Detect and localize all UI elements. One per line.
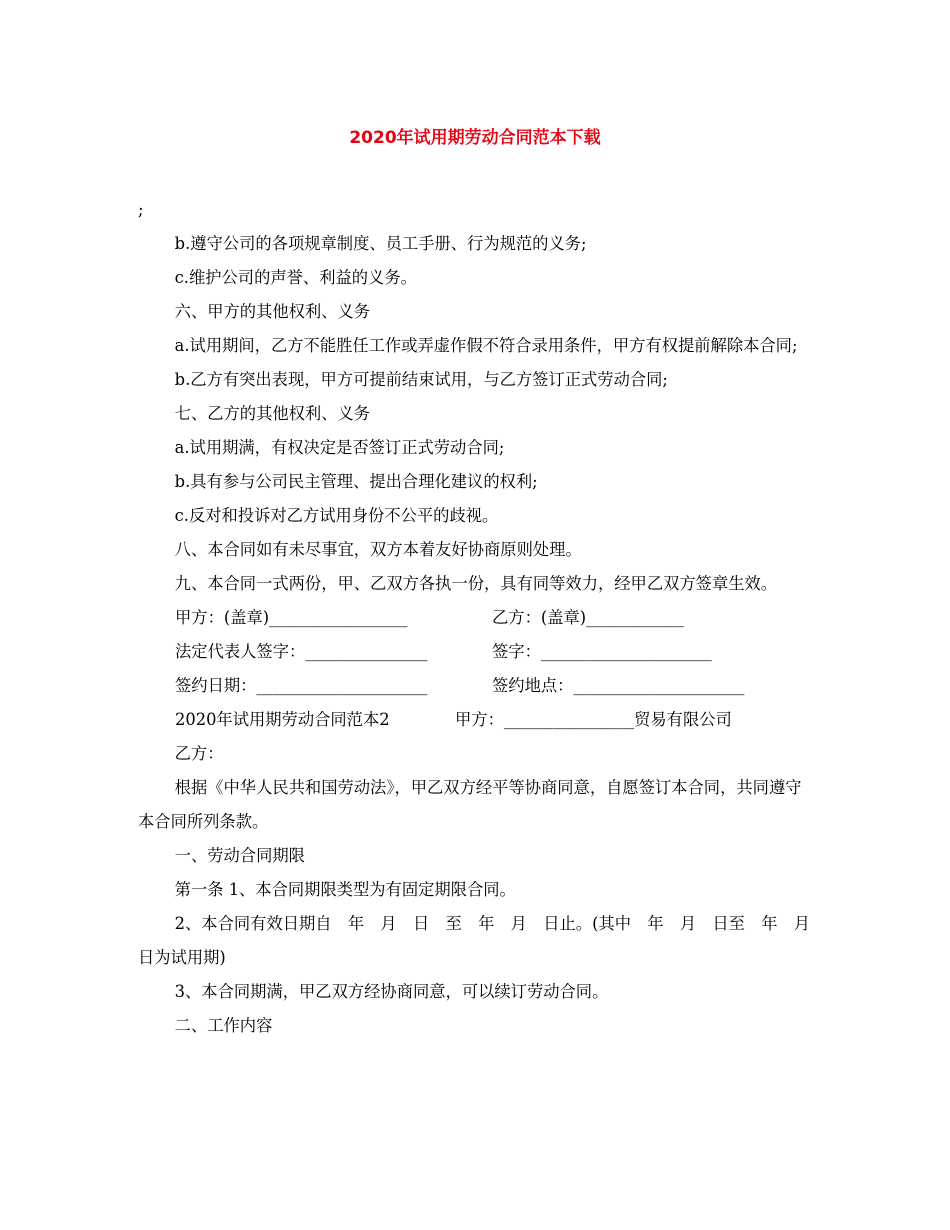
paragraph: 3、本合同期满，甲乙双方经协商同意，可以续订劳动合同。 bbox=[174, 982, 609, 1001]
section-heading: 七、乙方的其他权利、义务 bbox=[174, 404, 371, 423]
second-contract-title: 2020年试用期劳动合同范本2 bbox=[175, 710, 390, 729]
document-body bbox=[138, 193, 814, 1043]
section-heading: 二、工作内容 bbox=[174, 1016, 273, 1035]
sign-place-field: 签约地点：_____________________ bbox=[492, 676, 745, 695]
party-a-seal-field: 甲方：(盖章)_________________ bbox=[175, 608, 408, 627]
signature-row-date bbox=[138, 669, 814, 703]
second-contract-header bbox=[138, 703, 814, 737]
section-heading: 一、劳动合同期限 bbox=[174, 846, 305, 865]
paragraph: 九、本合同一式两份，甲、乙双方各执一份，具有同等效力，经甲乙双方签章生效。 bbox=[174, 574, 778, 593]
sign-date-field: 签约日期：_____________________ bbox=[175, 676, 428, 695]
paragraph: 八、本合同如有未尽事宜，双方本着友好协商原则处理。 bbox=[174, 540, 582, 559]
paragraph: b.乙方有突出表现，甲方可提前结束试用，与乙方签订正式劳动合同; bbox=[174, 370, 668, 389]
signature-row-sign bbox=[138, 635, 814, 669]
paragraph: b.具有参与公司民主管理、提出合理化建议的权利; bbox=[174, 472, 538, 491]
signature-field: 签字：_____________________ bbox=[492, 642, 712, 661]
paragraph: a.试用期间，乙方不能胜任工作或弄虚作假不符合录用条件，甲方有权提前解除本合同; bbox=[174, 336, 798, 355]
party-b-seal-field: 乙方：(盖章)____________ bbox=[492, 608, 684, 627]
signature-row-seal bbox=[138, 601, 814, 635]
legal-rep-signature-field: 法定代表人签字：_______________ bbox=[175, 642, 428, 661]
section-heading: 六、甲方的其他权利、义务 bbox=[174, 302, 371, 321]
document-title: 2020年试用期劳动合同范本下载 bbox=[349, 128, 601, 148]
paragraph: 2、本合同有效日期自 年 月 日 至 年 月 日止。(其中 年 月 日至 年 月日为试用期) bbox=[138, 914, 811, 967]
paragraph: ; bbox=[138, 200, 144, 219]
paragraph: 根据《中华人民共和国劳动法》，甲乙双方经平等协商同意，自愿签订本合同，共同遵守本合同所列条款。 bbox=[138, 778, 802, 831]
paragraph: b.遵守公司的各项规章制度、员工手册、行为规范的义务; bbox=[174, 234, 587, 253]
paragraph: 第一条 1、本合同期限类型为有固定期限合同。 bbox=[174, 880, 516, 899]
party-b-label: 乙方： bbox=[174, 744, 224, 763]
party-a-company-field: 甲方：________________贸易有限公司 bbox=[455, 710, 732, 729]
paragraph: a.试用期满，有权决定是否签订正式劳动合同; bbox=[174, 438, 505, 457]
paragraph: c.维护公司的声誉、利益的义务。 bbox=[174, 268, 417, 287]
paragraph: c.反对和投诉对乙方试用身份不公平的歧视。 bbox=[174, 506, 499, 525]
